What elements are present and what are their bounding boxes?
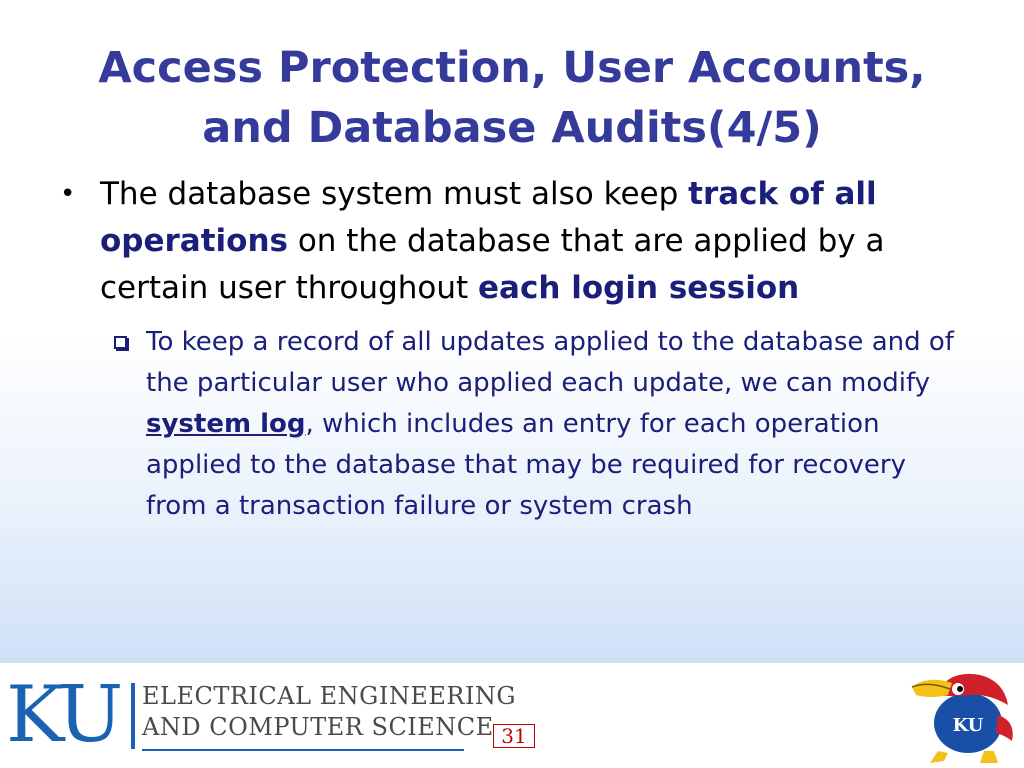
bullet1-text-part1: The database system must also keep xyxy=(100,176,689,212)
system-log-term: system log xyxy=(146,409,306,439)
page-number: 31 xyxy=(493,724,535,748)
bullet2-text-part2: , which includes an entry for each operation applied to the database that may be required for recovery from a transaction failure or system crash xyxy=(146,409,906,521)
title-line-2: and Database Audits(4/5) xyxy=(202,103,822,153)
jayhawk-mascot-icon xyxy=(908,665,1018,765)
department-name xyxy=(142,681,516,743)
checkbox-bullet-icon xyxy=(114,336,127,349)
bullet-dot-icon: • xyxy=(60,179,76,209)
logo-divider xyxy=(131,683,135,749)
title-line-1: Access Protection, User Accounts, xyxy=(98,43,926,93)
department-underline xyxy=(142,749,464,751)
bullet2-text-part1: To keep a record of all updates applied to the database and of the particular user who applied each update, we can modify xyxy=(146,327,954,398)
bullet-level1 xyxy=(60,171,980,312)
slide-footer xyxy=(0,663,1024,768)
bullet-level2-text xyxy=(146,322,962,527)
department-line-2: AND COMPUTER SCIENCE xyxy=(142,713,494,741)
bullet-level1-text xyxy=(100,171,980,312)
bullet1-emphasis-operations: track of all operations xyxy=(100,176,877,259)
bullet1-text-part2: on the database that are applied by a certain user throughout xyxy=(100,223,885,306)
bullet1-emphasis-session: each login session xyxy=(478,270,800,306)
department-line-1: ELECTRICAL ENGINEERING xyxy=(142,682,517,710)
slide-title xyxy=(0,38,1024,158)
bullet-level2 xyxy=(112,322,962,527)
mascot-ku-text: KU xyxy=(952,715,984,736)
ku-logo: KU xyxy=(6,670,120,760)
